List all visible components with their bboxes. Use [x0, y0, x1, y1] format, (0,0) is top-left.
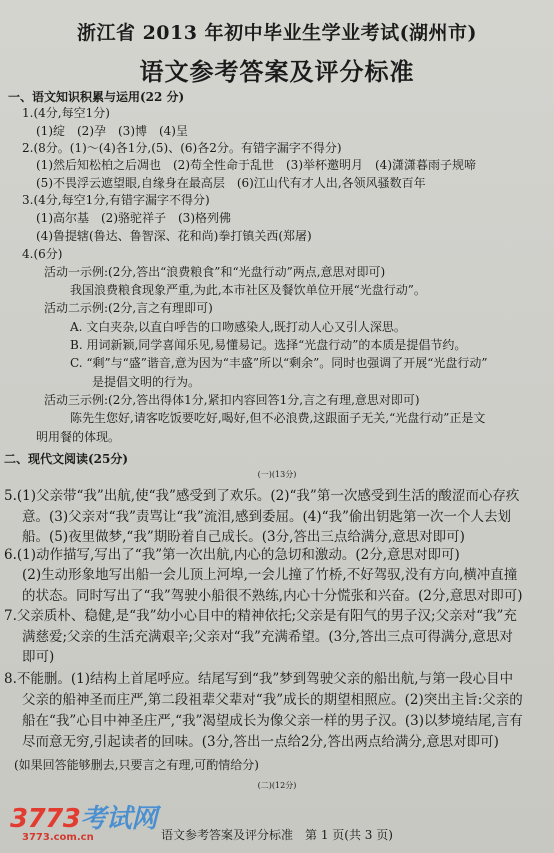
- q3-answers-row-2: (4)鲁提辖(鲁达、鲁智深、花和尚)拳打镇关西(郑屠): [36, 229, 312, 243]
- activity-3-answer-cont: 明用餐的体现。: [36, 430, 121, 444]
- q6-answer-line-2: (2)生动形象地写出船一会儿顶上河埠,一会儿撞了竹桥,不好驾驭,没有方向,横冲直撞: [22, 567, 518, 583]
- q6-answer-line-1: 6.(1)动作描写,写出了“我”第一次出航,内心的急切和激动。(2分,意思对即可): [4, 547, 460, 563]
- q3-heading: 3.(4分,每空1分,有错字漏字不得分): [22, 193, 210, 207]
- q8-answer-line-1: 8.不能删。(1)结构上首尾呼应。结尾写到“我”梦到驾驶父亲的船出航,与第一段心目中: [4, 671, 514, 687]
- activity-1-heading: 活动一示例:(2分,答出“浪费粮食”和“光盘行动”两点,意思对即可): [44, 265, 386, 279]
- q2-heading: 2.(8分。(1)～(4)各1分,(5)、(6)各2分。有错字漏字不得分): [22, 141, 342, 155]
- q7-answer-line-2: 满慈爱;父亲的生活充满艰辛;父亲对“我”充满希望。(3分,答出三点可得满分,意思对: [22, 629, 513, 645]
- q8-answer-line-3: 船在“我”心目中神圣庄严,“我”渴望成长为像父亲一样的男子汉。(3)以梦境结尾,言有: [22, 713, 523, 729]
- activity-2-option-b: B. 用词新颖,同学喜闻乐见,易懂易记。选择“光盘行动”的本质是提倡节约。: [70, 338, 467, 352]
- q1-heading: 1.(4分,每空1分): [22, 106, 110, 120]
- q6-answer-line-3: 的状态。同时写出了“我”驾驶小船很不熟练,内心十分慌张和兴奋。(2分,意思对即可): [22, 588, 523, 604]
- activity-1-answer: 我国浪费粮食现象严重,为此,本市社区及餐饮单位开展“光盘行动”。: [70, 283, 426, 297]
- activity-3-heading: 活动三示例:(2分,答出得体1分,紧扣内容回答1分,言之有理,意思对即可): [44, 393, 420, 407]
- activity-2-option-c-cont: 是提倡文明的行为。: [92, 375, 201, 389]
- q7-answer-line-1: 7.父亲质朴、稳健,是“我”幼小心目中的精神依托;父亲是有阳气的男子汉;父亲对“我”充: [4, 608, 517, 624]
- q2-answers-row-2: (5)不畏浮云遮望眼,自缘身在最高层 (6)江山代有才人出,各领风骚数百年: [36, 176, 426, 190]
- watermark-logo: 3773考试网: [10, 804, 157, 834]
- q8-answer-line-4: 尽而意无穷,引起读者的回味。(3分,答出一点给2分,答出两点给满分,意思对即可): [22, 734, 499, 750]
- q5-answer-line-2: 意。(3)父亲对“我”责骂让“我”流泪,感到委屈。(4)“我”偷出钥匙第一次一个人去划: [22, 509, 511, 525]
- exam-title: 浙江省 2013 年初中毕业生学业考试(湖州市): [76, 22, 478, 44]
- watermark-url: 3773.com.cn: [22, 832, 94, 843]
- passage-2-heading: (二)(12分): [257, 781, 297, 790]
- q2-answers-row-1: (1)然后知松柏之后凋也 (2)苟全性命于乱世 (3)举杯邀明月 (4)潇潇暮雨子规啼: [36, 158, 476, 172]
- q4-heading: 4.(6分): [22, 247, 63, 261]
- q8-note: (如果回答能够删去,只要言之有理,可酌情给分): [14, 758, 259, 772]
- document-heading: 语文参考答案及评分标准: [139, 57, 415, 86]
- q1-answers: (1)绽 (2)孕 (3)博 (4)呈: [36, 124, 188, 138]
- activity-2-heading: 活动二示例:(2分,言之有理即可): [44, 301, 213, 315]
- q3-answers-row-1: (1)高尔基 (2)骆驼祥子 (3)格列佛: [36, 211, 231, 225]
- q5-answer-line-1: 5.(1)父亲带“我”出航,使“我”感受到了欢乐。(2)“我”第一次感受到生活的酸涩而心存疚: [4, 488, 520, 504]
- q7-answer-line-3: 即可): [22, 649, 55, 665]
- section-2-heading: 二、现代文阅读(25分): [4, 452, 129, 466]
- passage-1-heading: (一)(13分): [257, 470, 297, 479]
- q8-answer-line-2: 父亲的船神圣而庄严,第二段祖辈父辈对“我”成长的期望相照应。(2)突出主旨:父亲的: [22, 692, 523, 708]
- activity-2-option-c: C. “剩”与“盛”谐音,意为因为“丰盛”所以“剩余”。同时也强调了开展“光盘行动”: [70, 356, 488, 370]
- q5-answer-line-3: 船。(5)夜里做梦,“我”期盼着自己成长。(3分,答出三点给满分,意思对即可): [22, 529, 465, 545]
- page-footer: 语文参考答案及评分标准 第 1 页(共 3 页): [161, 828, 393, 842]
- activity-3-answer: 陈先生您好,请客吃饭要吃好,喝好,但不必浪费,这跟面子无关,“光盘行动”正是文: [70, 411, 486, 425]
- section-1-heading: 一、语文知识积累与运用(22 分): [8, 90, 185, 104]
- activity-2-option-a: A. 文白夹杂,以直白呼告的口吻感染人,既打动人心又引人深思。: [70, 320, 406, 334]
